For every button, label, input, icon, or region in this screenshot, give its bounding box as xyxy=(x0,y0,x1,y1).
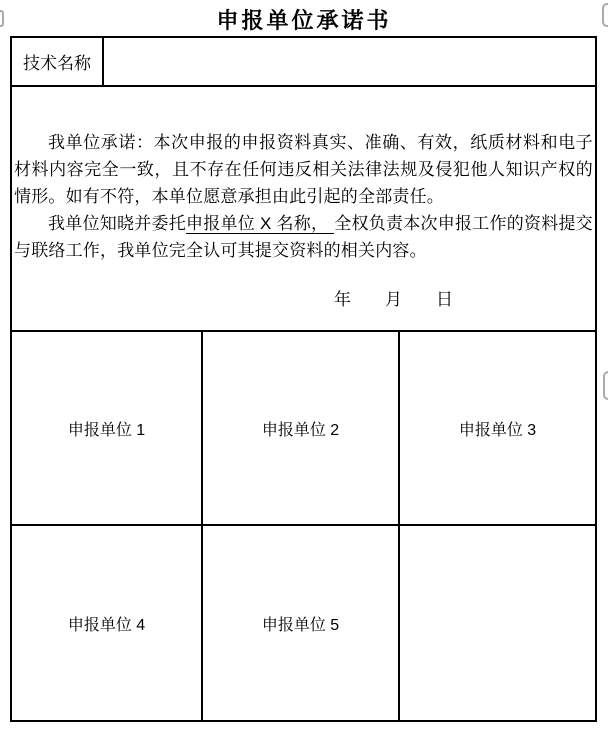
commitment-paragraph-1: 我单位承诺：本次申报的申报资料真实、准确、有效，纸质材料和电子材料内容完全一致，且不存在任何违反相关法律法规及侵犯他人知识产权的情形。如有不符，本单位愿意承担由此引起的全部责任。 xyxy=(14,133,593,206)
tech-name-label: 技术名称 xyxy=(12,38,104,85)
unit-cell-6[interactable] xyxy=(400,526,595,720)
unit-row-1 xyxy=(12,332,595,526)
commitment-paragraph-2 xyxy=(14,210,593,264)
commitment-text-cell xyxy=(12,87,595,332)
commitment-paragraph-2-suffix: 全权负责本次申报工作的资料提交与联络工作，我单位完全认可其提交资料的相关内容。 xyxy=(14,214,593,260)
unit-cell-2[interactable]: 申报单位 2 xyxy=(203,332,400,524)
tech-name-row xyxy=(12,38,595,87)
unit-cell-3[interactable]: 申报单位 3 xyxy=(458,421,537,439)
commitment-form-table xyxy=(10,36,597,722)
unit-cell-4[interactable]: 申报单位 4 xyxy=(12,526,203,720)
page-title: 申报单位承诺书 xyxy=(216,8,392,33)
unit-cell-1[interactable]: 申报单位 1 xyxy=(12,332,203,524)
delegated-unit-name-underlined: 申报单位 X 名称， xyxy=(186,214,334,234)
clipped-scrollbar-fragment-top-right[interactable] xyxy=(602,3,608,27)
date-line: 年 月 日 xyxy=(334,290,453,309)
clipped-scrollbar-fragment-mid-right[interactable] xyxy=(603,371,608,400)
commitment-paragraph-2-prefix: 我单位知晓并委托 xyxy=(48,214,187,233)
clipped-scrollbar-fragment-left[interactable] xyxy=(0,10,4,27)
unit-row-2 xyxy=(12,526,595,720)
unit-cell-5[interactable]: 申报单位 5 xyxy=(203,526,400,720)
tech-name-value-cell[interactable] xyxy=(104,38,595,85)
